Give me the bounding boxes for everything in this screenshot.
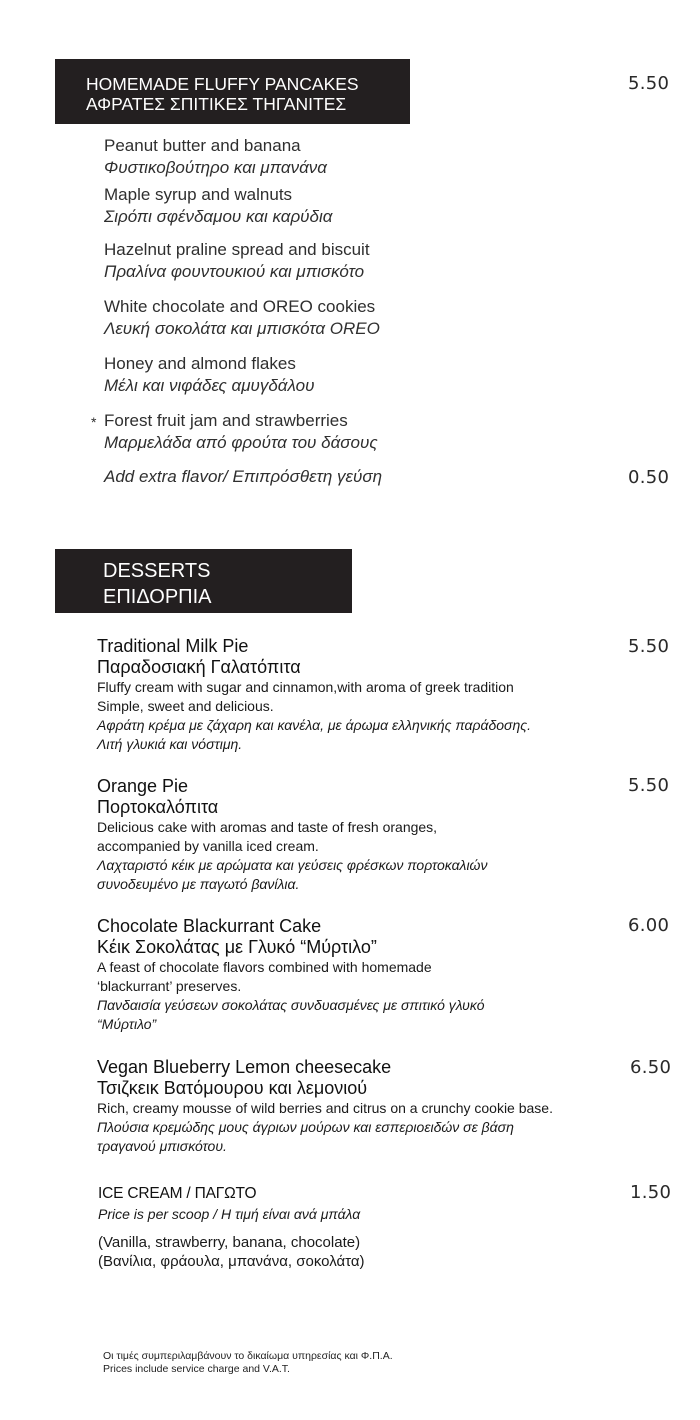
dessert-desc-gr: Αφράτη κρέμα με ζάχαρη και κανέλα, με άρωμα ελληνικής παράδοσης.: [97, 717, 531, 733]
pancakes-title-gr: ΑΦΡΑΤΕΣ ΣΠΙΤΙΚΕΣ ΤΗΓΑΝΙΤΕΣ: [86, 94, 347, 114]
pancake-item-en: Maple syrup and walnuts: [104, 185, 293, 204]
pancake-item-gr: Μέλι και νιφάδες αμυγδάλου: [104, 376, 315, 395]
pancake-item: [104, 135, 327, 179]
dessert-price: 5.50: [628, 636, 670, 657]
dessert-item: [97, 916, 637, 1034]
dessert-desc-gr: Πανδαισία γεύσεων σοκολάτας συνδυασμένες με σπιτικό γλυκό: [97, 997, 485, 1013]
ice-cream-price: 1.50: [630, 1182, 672, 1203]
dessert-title-gr: Πορτοκαλόπιτα: [97, 797, 219, 817]
extra-flavor-label: Add extra flavor/ Επιπρόσθετη γεύση: [104, 467, 383, 486]
ice-cream-flavors-gr: (Βανίλια, φράουλα, μπανάνα, σοκολάτα): [98, 1253, 365, 1270]
dessert-title-gr: Κέικ Σοκολάτας με Γλυκό “Μύρτιλο”: [97, 937, 377, 957]
desserts-title-gr: ΕΠΙΔΟΡΠΙΑ: [103, 586, 212, 608]
dessert-price: 5.50: [628, 775, 670, 796]
pancake-item-en: White chocolate and OREO cookies: [104, 297, 376, 316]
dessert-title-gr: Τσιζκεικ Βατόμουρου και λεμονιού: [97, 1078, 368, 1098]
dessert-desc-gr: Λιτή γλυκιά και νόστιμη.: [97, 736, 243, 752]
extra-flavor-price: 0.50: [628, 467, 670, 488]
pancake-item-gr: Μαρμελάδα από φρούτα του δάσους: [104, 433, 378, 452]
desserts-section-header: [55, 549, 352, 613]
dessert-desc-en: Simple, sweet and delicious.: [97, 698, 274, 714]
pancake-item: [104, 239, 370, 283]
pancake-item-gr: Σιρόπι σφένδαμου και καρύδια: [104, 207, 333, 226]
pancake-item-en: Forest fruit jam and strawberries: [104, 411, 348, 430]
dessert-desc-gr: “Μύρτιλο”: [97, 1016, 157, 1032]
pancake-item-en: Hazelnut praline spread and biscuit: [104, 240, 370, 259]
dessert-desc-gr: Πλούσια κρεμώδης μους άγριων μούρων και εσπεριοειδών σε βάση: [97, 1119, 514, 1135]
dessert-desc-en: A feast of chocolate flavors combined with homemade: [97, 959, 432, 975]
dessert-price: 6.00: [628, 915, 670, 936]
dessert-desc-gr: τραγανού μπισκότου.: [97, 1138, 227, 1154]
dessert-desc-en: Delicious cake with aromas and taste of fresh oranges,: [97, 819, 438, 835]
dessert-price: 6.50: [630, 1057, 672, 1078]
extra-flavor: [104, 466, 382, 488]
pancake-item-en: Peanut butter and banana: [104, 136, 301, 155]
ice-cream-flavors-en: (Vanilla, strawberry, banana, chocolate): [98, 1234, 361, 1251]
ice-cream-title: ICE CREAM / ΠΑΓΩΤΟ: [98, 1185, 257, 1202]
dessert-item: [97, 636, 637, 754]
pancake-item-gr: Φυστικοβούτηρο και μπανάνα: [104, 158, 327, 177]
footer-line-gr: Οι τιμές συμπεριλαμβάνουν το δικαίωμα υπηρεσίας και Φ.Π.Α.: [103, 1350, 393, 1362]
pancake-item: [104, 410, 378, 454]
dessert-desc-en: Fluffy cream with sugar and cinnamon,with aroma of greek tradition: [97, 679, 514, 695]
dessert-item: [97, 1057, 657, 1156]
ice-cream-note: Price is per scoop / Η τιμή είναι ανά μπάλα: [98, 1206, 361, 1222]
asterisk-mark: *: [91, 414, 97, 430]
dessert-desc-en: ‘blackurrant’ preserves.: [97, 978, 242, 994]
footer-line-en: Prices include service charge and V.A.T.: [103, 1363, 290, 1375]
pancakes-price: 5.50: [628, 73, 670, 94]
footer-note: [103, 1350, 393, 1376]
dessert-title-en: Orange Pie: [97, 776, 189, 796]
pancakes-section-header: [55, 59, 410, 124]
pancake-item-gr: Πραλίνα φουντουκιού και μπισκότο: [104, 262, 365, 281]
pancake-item: [104, 296, 380, 340]
pancake-item: [104, 353, 314, 397]
dessert-item: [97, 776, 637, 894]
dessert-desc-en: accompanied by vanilla iced cream.: [97, 838, 319, 854]
ice-cream-item: [98, 1184, 638, 1271]
pancake-item-gr: Λευκή σοκολάτα και μπισκότα OREO: [104, 319, 380, 338]
dessert-desc-gr: Λαχταριστό κέικ με αρώματα και γεύσεις φρέσκων πορτοκαλιών: [97, 857, 488, 873]
pancakes-title-en: HOMEMADE FLUFFY PANCAKES: [86, 74, 359, 94]
pancake-item-en: Honey and almond flakes: [104, 354, 296, 373]
desserts-title-en: DESSERTS: [103, 560, 211, 582]
pancake-item: [104, 184, 332, 228]
dessert-desc-gr: συνοδευμένο με παγωτό βανίλια.: [97, 876, 300, 892]
dessert-desc-en: Rich, creamy mousse of wild berries and citrus on a crunchy cookie base.: [97, 1100, 553, 1116]
dessert-title-gr: Παραδοσιακή Γαλατόπιτα: [97, 657, 301, 677]
dessert-title-en: Traditional Milk Pie: [97, 636, 249, 656]
dessert-title-en: Vegan Blueberry Lemon cheesecake: [97, 1057, 392, 1077]
dessert-title-en: Chocolate Blackurrant Cake: [97, 916, 322, 936]
